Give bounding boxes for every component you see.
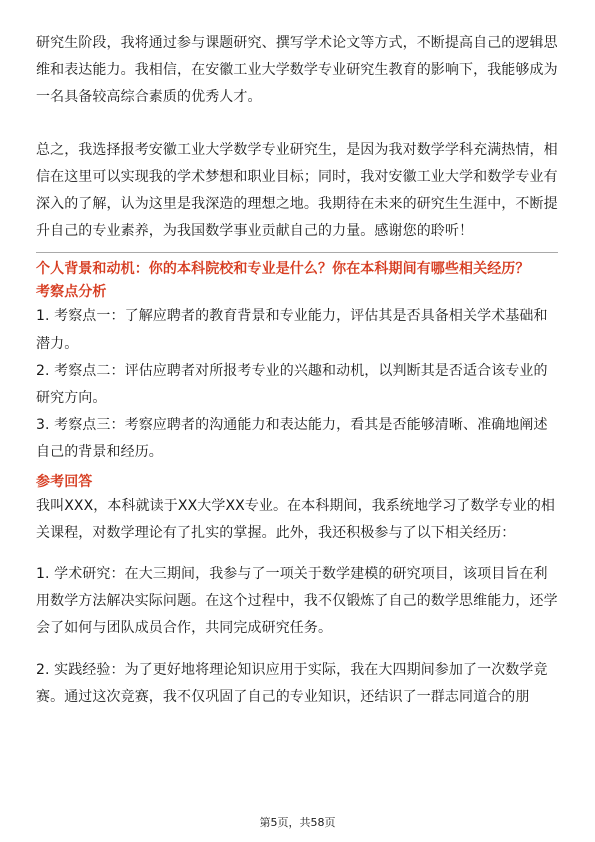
analysis-heading: 考察点分析 [36, 284, 107, 301]
analysis-item-2: 2. 考察点二：评估应聘者对所报考专业的兴趣和动机，以判断其是否适合该专业的研究方向。 [36, 362, 548, 407]
answer-intro: 我叫XXX，本科就读于XX大学XX专业。在本科期间，我系统地学习了数学专业的相关课程，对数学理论有了扎实的掌握。此外，我还积极参与了以下相关经历： [36, 497, 556, 541]
question-heading: 个人背景和动机：你的本科院校和专业是什么？你在本科期间有哪些相关经历？ [36, 261, 530, 278]
page-number-footer: 第5页，共58页 [259, 816, 336, 829]
answer-item-2: 2. 实践经验：为了更好地将理论知识应用于实际，我在大四期间参加了一次数学竞赛。通过这次竞赛，我不仅巩固了自己的专业知识，还结识了一群志同道合的朋 [36, 661, 548, 705]
paragraph-conclusion: 总之，我选择报考安徽工业大学数学专业研究生，是因为我对数学学科充满热情，相信在这里可以实现我的学术梦想和职业目标；同时，我对安徽工业大学和数学专业有深入的了解，认为这里是我深造的理想之地。我期待在未来的研究生生涯中，不断提升自己的专业素养，为我国数学事业贡献自己的力量。感谢您的聆听！ [36, 141, 558, 240]
paragraph-research-stage: 研究生阶段，我将通过参与课题研究、撰写学术论文等方式，不断提高自己的逻辑思维和表达能力。我相信，在安徽工业大学数学专业研究生教育的影响下，我能够成为一名具备较高综合素质的优秀人才。 [36, 35, 558, 106]
spacer [36, 643, 558, 657]
spacer [36, 112, 558, 137]
answer-item-1: 1. 学术研究：在大三期间，我参与了一项关于数学建模的研究项目，该项目旨在利用数学方法解决实际问题。在这个过程中，我不仅锻炼了自己的数学思维能力，还学会了如何与团队成员合作，共同完成研究任务。 [36, 566, 558, 637]
document-page [36, 30, 558, 711]
section-divider [36, 252, 558, 253]
spacer [36, 547, 558, 561]
answer-heading: 参考回答 [36, 473, 93, 490]
analysis-item-3: 3. 考察点三：考察应聘者的沟通能力和表达能力，看其是否能够清晰、准确地阐述自己的背景和经历。 [36, 417, 548, 461]
analysis-item-1: 1. 考察点一：了解应聘者的教育背景和专业能力，评估其是否具备相关学术基础和潜力。 [36, 308, 548, 352]
